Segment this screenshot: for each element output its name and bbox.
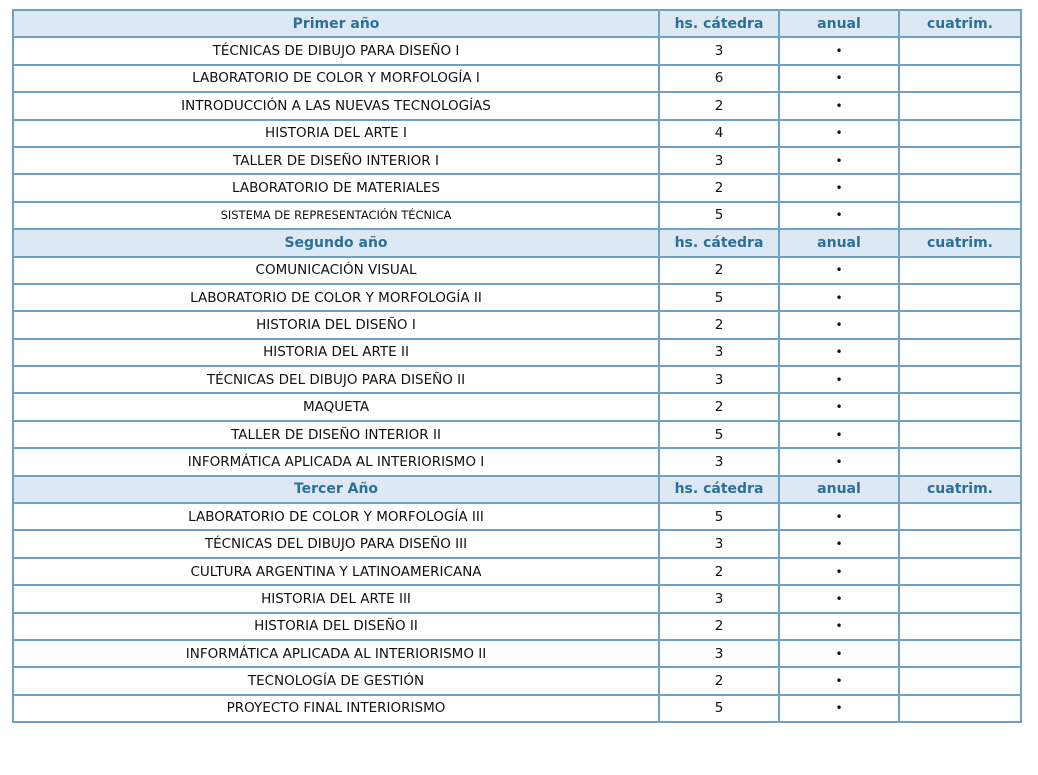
hours-value: 3 [659,530,779,557]
term-marker [899,311,1021,338]
hours-value: 3 [659,640,779,667]
annual-marker: • [779,37,899,64]
section-header-row [13,10,1021,37]
hours-value: 2 [659,174,779,201]
table-row [13,120,1021,147]
table-row [13,585,1021,612]
term-marker [899,448,1021,475]
subject-name: INTRODUCCIÓN A LAS NUEVAS TECNOLOGÍAS [13,92,659,119]
term-marker [899,37,1021,64]
annual-marker: • [779,613,899,640]
subject-name: TÉCNICAS DEL DIBUJO PARA DISEÑO II [13,366,659,393]
hours-value: 5 [659,284,779,311]
annual-marker: • [779,421,899,448]
column-header-term: cuatrim. [899,10,1021,37]
hours-value: 2 [659,311,779,338]
annual-marker: • [779,120,899,147]
hours-value: 2 [659,667,779,694]
subject-name: TECNOLOGÍA DE GESTIÓN [13,667,659,694]
hours-value: 6 [659,65,779,92]
study-plan-body [13,10,1021,722]
annual-marker: • [779,393,899,420]
subject-name: INFORMÁTICA APLICADA AL INTERIORISMO II [13,640,659,667]
hours-value: 3 [659,448,779,475]
subject-name: TÉCNICAS DEL DIBUJO PARA DISEÑO III [13,530,659,557]
table-row [13,558,1021,585]
section-title: Tercer Año [13,476,659,503]
term-marker [899,503,1021,530]
term-marker [899,366,1021,393]
annual-marker: • [779,667,899,694]
annual-marker: • [779,448,899,475]
table-row [13,613,1021,640]
subject-name: MAQUETA [13,393,659,420]
column-header-hours: hs. cátedra [659,476,779,503]
subject-name: LABORATORIO DE COLOR Y MORFOLOGÍA II [13,284,659,311]
annual-marker: • [779,257,899,284]
annual-marker: • [779,695,899,722]
subject-name: CULTURA ARGENTINA Y LATINOAMERICANA [13,558,659,585]
term-marker [899,695,1021,722]
column-header-term: cuatrim. [899,229,1021,256]
term-marker [899,640,1021,667]
hours-value: 5 [659,421,779,448]
hours-value: 2 [659,92,779,119]
annual-marker: • [779,147,899,174]
hours-value: 3 [659,366,779,393]
section-header-row [13,476,1021,503]
hours-value: 2 [659,257,779,284]
hours-value: 5 [659,695,779,722]
subject-name: INFORMÁTICA APLICADA AL INTERIORISMO I [13,448,659,475]
column-header-annual: anual [779,476,899,503]
term-marker [899,202,1021,229]
term-marker [899,530,1021,557]
table-row [13,393,1021,420]
term-marker [899,558,1021,585]
subject-name: LABORATORIO DE COLOR Y MORFOLOGÍA III [13,503,659,530]
subject-name: LABORATORIO DE COLOR Y MORFOLOGÍA I [13,65,659,92]
annual-marker: • [779,311,899,338]
subject-name: TALLER DE DISEÑO INTERIOR II [13,421,659,448]
subject-name: SISTEMA DE REPRESENTACIÓN TÉCNICA [13,202,659,229]
table-row [13,147,1021,174]
term-marker [899,667,1021,694]
annual-marker: • [779,92,899,119]
section-title: Segundo año [13,229,659,256]
table-row [13,202,1021,229]
table-row [13,695,1021,722]
subject-name: TALLER DE DISEÑO INTERIOR I [13,147,659,174]
column-header-hours: hs. cátedra [659,229,779,256]
subject-name: HISTORIA DEL DISEÑO II [13,613,659,640]
table-row [13,667,1021,694]
table-row [13,174,1021,201]
hours-value: 2 [659,558,779,585]
hours-value: 5 [659,503,779,530]
hours-value: 3 [659,37,779,64]
annual-marker: • [779,339,899,366]
table-row [13,37,1021,64]
section-title: Primer año [13,10,659,37]
term-marker [899,174,1021,201]
table-row [13,92,1021,119]
subject-name: LABORATORIO DE MATERIALES [13,174,659,201]
term-marker [899,120,1021,147]
subject-name: COMUNICACIÓN VISUAL [13,257,659,284]
table-row [13,339,1021,366]
annual-marker: • [779,65,899,92]
annual-marker: • [779,585,899,612]
hours-value: 2 [659,613,779,640]
annual-marker: • [779,503,899,530]
table-row [13,366,1021,393]
term-marker [899,585,1021,612]
column-header-annual: anual [779,229,899,256]
table-row [13,448,1021,475]
table-row [13,640,1021,667]
term-marker [899,147,1021,174]
hours-value: 3 [659,339,779,366]
term-marker [899,393,1021,420]
annual-marker: • [779,640,899,667]
term-marker [899,257,1021,284]
annual-marker: • [779,558,899,585]
column-header-annual: anual [779,10,899,37]
term-marker [899,613,1021,640]
hours-value: 2 [659,393,779,420]
subject-name: PROYECTO FINAL INTERIORISMO [13,695,659,722]
term-marker [899,421,1021,448]
section-header-row [13,229,1021,256]
table-row [13,65,1021,92]
term-marker [899,339,1021,366]
subject-name: HISTORIA DEL ARTE I [13,120,659,147]
table-row [13,284,1021,311]
annual-marker: • [779,530,899,557]
column-header-hours: hs. cátedra [659,10,779,37]
term-marker [899,92,1021,119]
term-marker [899,284,1021,311]
annual-marker: • [779,202,899,229]
annual-marker: • [779,174,899,201]
table-row [13,311,1021,338]
hours-value: 3 [659,585,779,612]
table-row [13,503,1021,530]
table-row [13,257,1021,284]
subject-name: HISTORIA DEL ARTE II [13,339,659,366]
hours-value: 3 [659,147,779,174]
subject-name: TÉCNICAS DE DIBUJO PARA DISEÑO I [13,37,659,64]
term-marker [899,65,1021,92]
hours-value: 4 [659,120,779,147]
table-row [13,530,1021,557]
annual-marker: • [779,284,899,311]
study-plan-table [12,9,1022,723]
study-plan-container [12,9,1022,723]
table-row [13,421,1021,448]
subject-name: HISTORIA DEL ARTE III [13,585,659,612]
hours-value: 5 [659,202,779,229]
subject-name: HISTORIA DEL DISEÑO I [13,311,659,338]
annual-marker: • [779,366,899,393]
column-header-term: cuatrim. [899,476,1021,503]
